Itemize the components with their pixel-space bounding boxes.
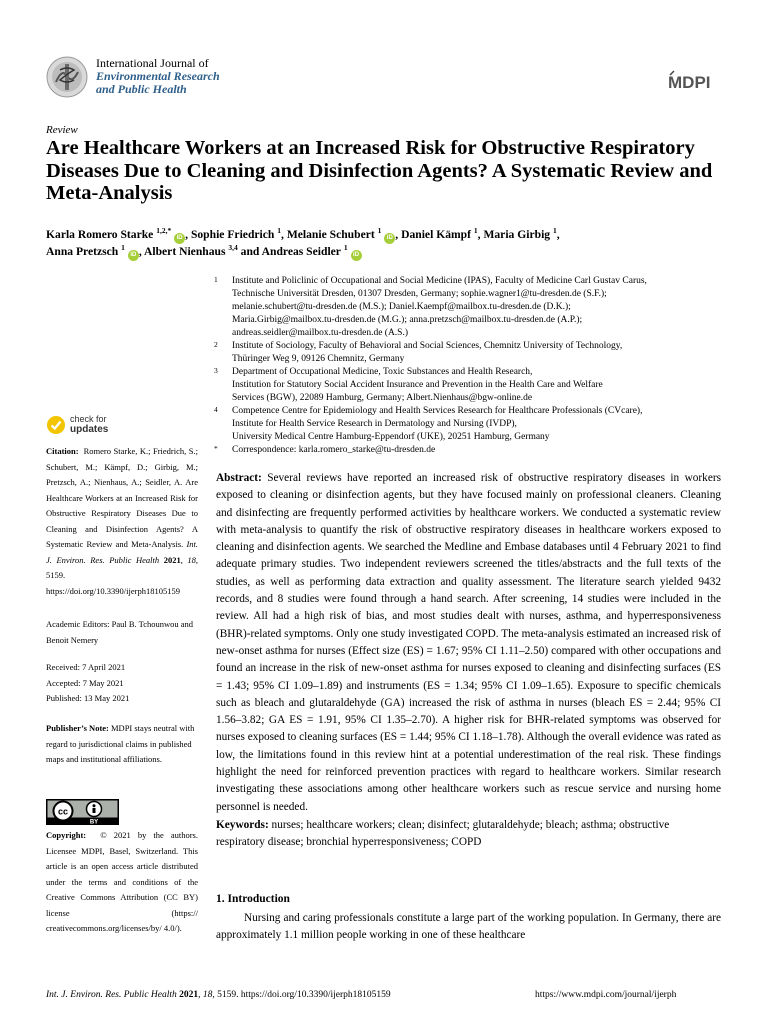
author-name: Maria Girbig	[483, 228, 551, 241]
affiliation-line: Institute for Health Service Research in Dermatology and Nursing (IVDP),	[232, 419, 517, 429]
affiliation-number: 3	[214, 366, 218, 375]
author-affiliation-marker: 1	[377, 226, 382, 236]
author-name: Albert Nienhaus	[143, 245, 226, 258]
affiliation-line: Department of Occupational Medicine, Toxic Substances and Health Research,	[232, 367, 533, 377]
author-affiliation-marker: 1	[277, 226, 282, 236]
affiliation-number: 4	[214, 405, 218, 414]
article-type: Review	[46, 124, 78, 136]
affiliation-line: Correspondence: karla.romero_starke@tu-dresden.de	[232, 445, 436, 455]
affiliation-line: Institute and Policlinic of Occupational and Social Medicine (IPAS), Faculty of Medicine Carl Gustav Carus,	[232, 276, 647, 286]
academic-editors: Academic Editors: Paul B. Tchounwou and Benoit Nemery	[46, 619, 194, 645]
journal-name-line2: Environmental Research	[96, 69, 220, 83]
citation-volume: 18	[187, 554, 196, 565]
keywords-text: nurses; healthcare workers; clean; disinfect; glutaraldehyde; bleach; asthma; obstructive respiratory disease; bronchial hyperresponsiveness; COPD	[216, 819, 670, 849]
affiliation-line: Maria.Girbig@mailbox.tu-dresden.de (M.G.); anna.pretzsch@mailbox.tu-dresden.de (A.P.);	[232, 315, 583, 325]
journal-name-line3: and Public Health	[96, 82, 187, 96]
affiliation-line: Institution for Statutory Social Accident Insurance and Prevention in the Health Care and Welfare	[232, 380, 603, 390]
check-updates-line1: check for	[70, 414, 107, 424]
check-updates-icon	[46, 415, 66, 435]
author-name: Daniel Kämpf	[401, 228, 471, 241]
orcid-icon[interactable]: iD	[351, 250, 362, 261]
author-separator: ,	[281, 228, 287, 241]
publisher-note-text: MDPI stays neutral with regard to jurisdictional claims in published maps and institutional affiliations.	[46, 723, 195, 764]
journal-logo	[46, 56, 88, 98]
footer-citation: Int. J. Environ. Res. Public Health 2021, 18, 5159. https://doi.org/10.3390/ijerph18105159	[46, 990, 391, 1000]
author-affiliation-marker: 3,4	[228, 243, 238, 253]
journal-name-line1: International Journal of	[96, 56, 209, 70]
check-updates-line2: updates	[70, 424, 109, 435]
author-affiliation-marker: 1	[473, 226, 478, 236]
author-separator: ,	[477, 228, 484, 241]
citation-block: Citation: Romero Starke, K.; Friedrich, S.; Schubert, M.; Kämpf, D.; Girbig, M.; Pretzsch, A.; Nienhaus, A.; Seidler, A. Are Healthcare Workers at an Increased Risk for Obstructive Respiratory Diseases Due to Cleaning and Disinfection Agents? A Systematic Review and Meta-Analysis. Int. J. Environ. Res. Public Health 2021, 18, 5159. https://doi.org/10.3390/ijerph18105159	[46, 446, 199, 596]
mdpi-logo	[666, 68, 720, 92]
published-date: Published: 13 May 2021	[46, 693, 130, 703]
citation-label: Citation:	[46, 446, 79, 456]
copyright-notice	[46, 828, 198, 937]
publisher-note	[46, 721, 198, 768]
author-name: Andreas Seidler	[261, 245, 341, 258]
affiliation-line: melanie.schubert@tu-dresden.de (M.S.); Daniel.Kaempf@mailbox.tu-dresden.de (D.K.);	[232, 302, 571, 312]
author-list	[46, 227, 726, 261]
publisher-note-label: Publisher’s Note:	[46, 723, 109, 733]
check-for-updates-button[interactable]	[46, 413, 126, 437]
affiliation-line: Institute of Sociology, Faculty of Behavioral and Social Sciences, Chemnitz University of Technology,	[232, 341, 623, 351]
affiliation-line: Competence Centre for Epidemiology and Health Services Research for Healthcare Professionals (CVcare),	[232, 406, 643, 416]
author-separator: ,	[556, 228, 560, 241]
author-separator: ,	[185, 228, 191, 241]
introduction-paragraph: Nursing and caring professionals constitute a large part of the working population. In Germany, there are approximately 1.1 million people working in one of these healthcare	[216, 912, 721, 942]
author-name: Karla Romero Starke	[46, 228, 154, 241]
citation-doi[interactable]: , 5159. https://doi.org/10.3390/ijerph18105159	[46, 554, 199, 596]
citation-text: Romero Starke, K.; Friedrich, S.; Schubert, M.; Kämpf, D.; Girbig, M.; Pretzsch, A.; Nienhaus, A.; Seidler, A. Are Healthcare Workers at an Increased Risk for Obstructive Respiratory Diseases Due to Cleaning and Disinfection Agents? A Systematic Review and Meta-Analysis.	[46, 446, 198, 549]
article-title: Are Healthcare Workers at an Increased Risk for Obstructive Respiratory Diseases Due to Cleaning and Disinfection Agents? A Systematic Review and Meta-Analysis	[46, 137, 713, 204]
footer-doi[interactable]: , 5159. https://doi.org/10.3390/ijerph18105159	[212, 990, 391, 1000]
author-name: Anna Pretzsch	[46, 245, 119, 258]
footer-journal-url[interactable]: https://www.mdpi.com/journal/ijerph	[535, 990, 677, 1000]
affiliation-item	[214, 405, 734, 444]
affiliation-number: 2	[214, 340, 218, 349]
author-separator: ,	[395, 228, 402, 241]
affiliation-item	[214, 340, 734, 366]
footer-volume: 18	[202, 990, 213, 1000]
publication-dates	[46, 660, 198, 707]
orcid-icon[interactable]: iD	[128, 250, 139, 261]
affiliation-item	[214, 444, 734, 457]
footer-journal: Int. J. Environ. Res. Public Health	[46, 990, 177, 1000]
affiliation-line: Technische Universität Dresden, 01307 Dresden, Germany; sophie.wagner1@tu-dresden.de (S.F.);	[232, 289, 607, 299]
affiliation-number: *	[214, 444, 218, 453]
keywords-label: Keywords:	[216, 819, 269, 831]
affiliation-item	[214, 275, 734, 340]
author-affiliation-marker: 1	[343, 243, 348, 253]
orcid-icon[interactable]: iD	[174, 233, 185, 244]
abstract	[216, 470, 721, 816]
copyright-label: Copyright:	[46, 830, 87, 840]
accepted-date: Accepted: 7 May 2021	[46, 677, 124, 688]
author-name: Sophie Friedrich	[190, 228, 275, 241]
author-separator: ,	[138, 245, 144, 258]
cc-by-license-badge[interactable]	[46, 799, 119, 825]
affiliation-item	[214, 366, 734, 405]
author-name: Melanie Schubert	[286, 228, 375, 241]
copyright-text: © 2021 by the authors. Licensee MDPI, Basel, Switzerland. This article is an open access article distributed under the terms and conditions of the Creative Commons Attribution (CC BY) license (https:// creativecommons.org/licenses/by/ 4.0/).	[46, 830, 198, 933]
keywords	[216, 817, 721, 852]
affiliation-line: Thüringer Weg 9, 09126 Chemnitz, Germany	[232, 354, 405, 364]
author-affiliation-marker: 1,2,*	[156, 226, 172, 236]
affiliation-line: Services (BGW), 22089 Hamburg, Germany; Albert.Nienhaus@bgw-online.de	[232, 393, 533, 403]
svg-text:cc: cc	[57, 806, 69, 817]
affiliations	[214, 275, 734, 457]
journal-name	[96, 57, 220, 96]
author-affiliation-marker: 1	[121, 243, 125, 253]
citation-journal: Int. J. Environ. Res. Public Health	[46, 539, 199, 565]
abstract-label: Abstract:	[216, 472, 262, 484]
affiliation-line: andreas.seidler@mailbox.tu-dresden.de (A.S.)	[232, 328, 409, 338]
cc-label: BY	[89, 819, 99, 825]
author-separator: and	[237, 245, 262, 258]
section-heading-introduction: 1. Introduction	[216, 893, 290, 905]
orcid-icon[interactable]: iD	[384, 233, 395, 244]
footer-year: 2021	[179, 990, 199, 1000]
abstract-text: Several reviews have reported an increased risk of obstructive respiratory diseases in workers exposed to cleaning or disinfection agents, but they have focused mainly on professional cleaners. Cleaning and disinfecting are frequently performed activities by healthcare workers. We conducted a systematic review with meta-analysis to quantify the risk of obstructive respiratory diseases in healthcare workers exposed to cleaning and disinfection agents. We searched the Medline and Embase databases until 4 February 2021 to find adequate primary studies. Two independent reviewers screened the titles/abstracts and the full texts of the studies, as well as performing data extraction and quality assessment. The literature search yielded 9432 records, and 8 studies were found through a hand search. After screening, 14 studies were included in the review. All had a high risk of bias, and most studies dealt with nurses, asthma, and hyperresponsiveness (BHR)-related symptoms. Only one study investigated COPD. The meta-analysis estimated an increased risk of new-onset asthma for nurses (Effect size (ES) = 1.67; 95% CI 1.11–2.50) compared with other occupations and found an increase in the risk of new-onset asthma for nurses exposed to cleaning and disinfecting surfaces (ES = 1.43; 95% CI 1.09–1.89) and instruments (ES = 1.34; 95% CI 1.09–1.65). Exposure to specific chemicals such as bleach and glutaraldehyde (GA) increased the risk of asthma in nurses (bleach ES = 2.44; 95% CI 1.56–3.82; GA ES = 1.91, 95% CI 1.35–2.70). A higher risk for BHR-related symptoms was observed for nurses exposed to cleaning surfaces (ES = 1.44; 95% CI 1.18–1.78). Although the overall evidence was rated as low, the limitations found in this review hint at a potential underestimation of the real risk. These findings highlight the need for reinforced prevention practices with regard to healthcare workers. Similar research investigating these associations among other healthcare workers such as rescue service and nursing home personnel is needed.	[216, 472, 721, 813]
citation-year: 2021	[163, 554, 181, 565]
author-affiliation-marker: 1	[553, 226, 557, 236]
affiliation-number: 1	[214, 275, 218, 284]
mdpi-logo-text: MDPI	[668, 73, 711, 92]
received-date: Received: 7 April 2021	[46, 662, 126, 672]
affiliation-line: University Medical Centre Hamburg-Eppendorf (UKE), 20251 Hamburg, Germany	[232, 432, 550, 442]
